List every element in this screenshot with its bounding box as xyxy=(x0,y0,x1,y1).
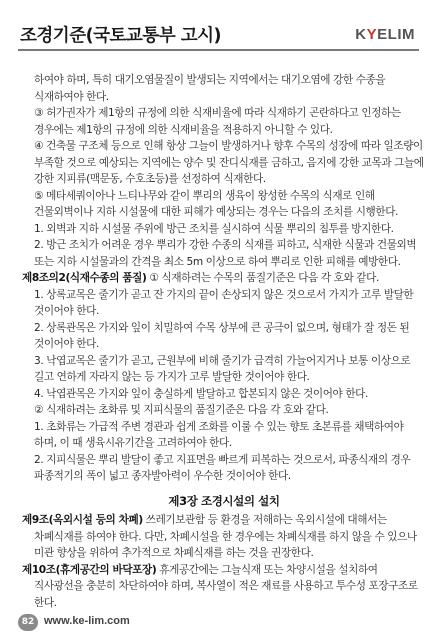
logo-accent: ELIM xyxy=(377,26,415,43)
herb-item-2: 2. 지피식물은 뿌리 발달이 좋고 지표면을 빠르게 피복하는 것으로서, 파종식재의 경우 파종적기의 폭이 넓고 종자발아력이 우수한 것이어야 한다. xyxy=(34,453,411,482)
logo-sep: Y xyxy=(366,26,378,43)
quality-item-3: 3. 낙엽교목은 줄기가 곧고, 근원부에 비해 줄기가 급격히 가늘어지거나 보통 이상으로 길고 연하게 자라지 않는 등 가지가 고루 발달한 것이어야 한다. xyxy=(34,354,411,383)
quality-item-1: 1. 상록교목은 줄기가 곧고 잔 가지의 끝이 손상되지 않은 것으로서 가지가 고루 발달한 것이어야 한다. xyxy=(34,288,414,317)
article-9-heading: 제9조(옥외시설 등의 차폐) xyxy=(22,514,143,526)
page-footer xyxy=(18,614,218,632)
article-8-2-heading: 제8조의2(식재수종의 품질) xyxy=(22,272,147,284)
article-8-2 xyxy=(22,270,426,287)
quality-item-4: 4. 낙엽관목은 가지와 잎이 충실하게 발달하고 합본되지 않은 것이어야 한다. xyxy=(34,387,368,400)
item-2: 2. 방근 조치가 어려운 경우 뿌리가 강한 수종의 식재를 피하고, 식재한 식물과 건물외벽 또는 지하 시설물과의 간격을 최소 5m 이상으로 하여 뿌리로 인한 피해를 예방한다. xyxy=(34,239,417,268)
article-8-2-text: ① 식재하려는 수목의 품질기준은 다음 각 호와 같다. xyxy=(146,272,379,284)
clause-4: ④ 건축물 구조체 등으로 인해 항상 그늘이 발생하거나 향후 수목의 성장에 따라 일조량이 부족할 것으로 예상되는 지역에는 양수 및 잔디식재를 금하고, 음지에 강한 교목과 그늘에 강한 지피류(맥문동, 수호초등)를 선정하여 식재한다. xyxy=(34,140,424,185)
quality-item-2: 2. 상록관목은 가지와 잎이 치밀하여 수목 상부에 큰 공극이 없으며, 형태가 잘 정돈 된 것이어야 한다. xyxy=(34,321,410,350)
page-header xyxy=(0,0,441,56)
publisher-logo xyxy=(355,26,415,43)
page-title: 조경기준(국토교통부 고시) xyxy=(20,26,222,46)
header-divider xyxy=(18,49,419,51)
herb-item-1: 1. 초화류는 가급적 주변 경관과 쉽게 조화를 이룰 수 있는 향토 초본류를 채택하여야 하며, 이 때 생육시유기간을 고려하여야 한다. xyxy=(34,420,404,449)
page-number: 82 xyxy=(18,614,38,631)
article-10-text: 휴게공간에는 그늘식재 또는 차양시설을 설치하여 직사광선을 충분히 차단하여야 하며, 복사열이 적은 재료를 사용하고 투수성 포장구조로 한다. xyxy=(34,563,418,609)
document-body xyxy=(22,72,426,611)
logo-main: K xyxy=(355,26,367,43)
footer-url: www.ke-lim.com xyxy=(44,615,130,627)
clause-5: ⑤ 메타세쿼이아나 느티나무와 같이 뿌리의 생육이 왕성한 수목의 식재로 인해 건물외벽이나 지하 시설물에 대한 피해가 예상되는 경우는 다음의 조치를 시행한다. xyxy=(34,189,399,218)
article-9-text: 쓰레기보관함 등 환경을 저해하는 옥외시설에 대해서는 차폐식재를 하여야 한다. 다만, 차폐시설을 한 경우에는 차폐식재를 하지 않을 수 있으나 미관 향상을 위하여 추가적으로 차폐식재를 하는 것을 권장한다. xyxy=(34,514,417,559)
clause-3: ③ 허가권자가 제1항의 규정에 의한 식재비율에 따라 식재하기 곤란하다고 인정하는 경우에는 제1항의 규정에 의한 식재비율을 적용하지 아니할 수 있다. xyxy=(34,107,401,136)
article-10-heading: 제10조(휴게공간의 바닥포장) xyxy=(22,563,157,576)
clause-2: ② 식재하려는 초화류 및 지피식물의 품질기준은 다음 각 호와 같다. xyxy=(34,404,329,416)
paragraph-continued: 하여야 하며, 특히 대기오염물질이 발생되는 지역에서는 대기오염에 강한 수종을 식재하여야 한다. xyxy=(34,74,386,103)
item-1: 1. 외벽과 지하 시설물 주위에 방근 조치를 실시하여 식물 뿌리의 침투를 방지한다. xyxy=(34,222,394,235)
article-9 xyxy=(22,512,426,562)
chapter-heading: 제3장 조경시설의 설치 xyxy=(168,493,280,508)
article-10 xyxy=(22,562,426,612)
